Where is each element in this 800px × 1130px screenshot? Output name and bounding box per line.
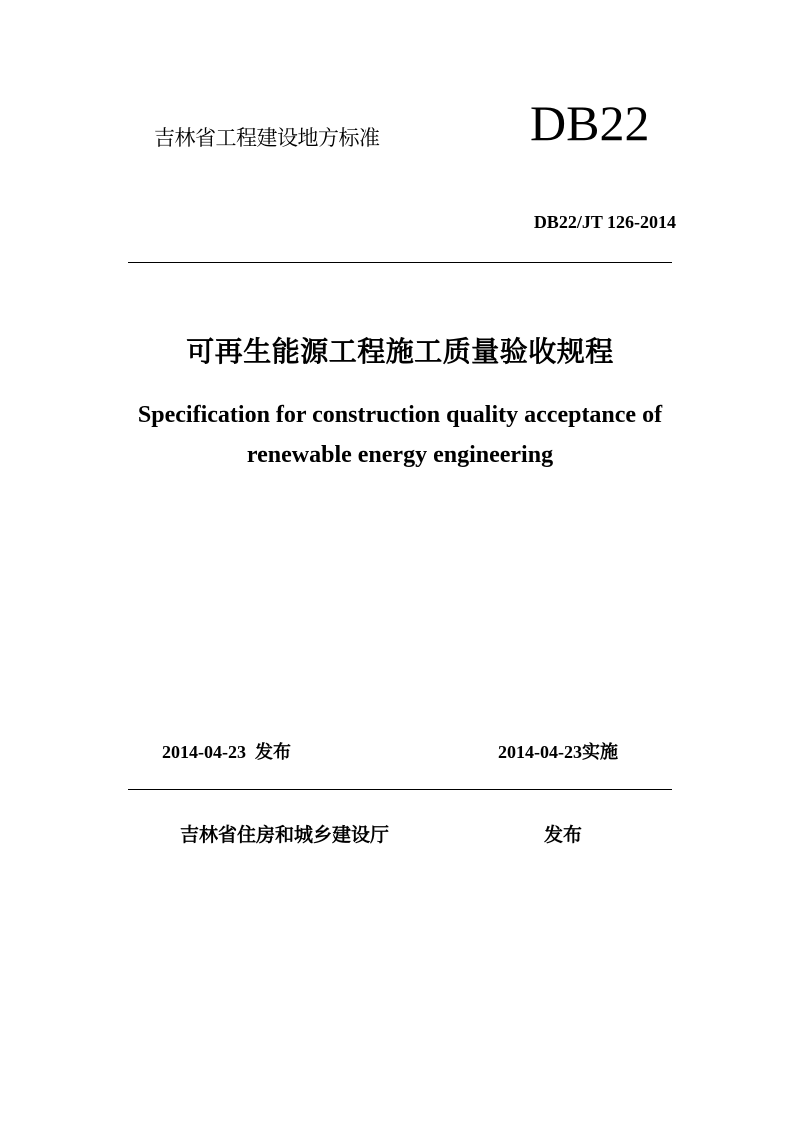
standard-number: DB22/JT 126-2014 <box>533 212 676 232</box>
top-divider <box>128 262 672 263</box>
bottom-divider <box>128 789 672 790</box>
implement-date-block <box>498 738 618 764</box>
publish-date-block <box>162 738 291 764</box>
issuing-organization: 吉林省住房和城乡建设厅 <box>180 824 390 846</box>
issuer-action: 发布 <box>544 824 583 846</box>
implement-label: 实施 <box>582 742 618 763</box>
standard-code: DB22 <box>530 95 650 151</box>
title-chinese: 可再生能源工程施工质量验收规程 <box>186 335 614 368</box>
publish-label: 发布 <box>255 742 291 763</box>
title-english-line-2: renewable energy engineering <box>246 442 554 468</box>
standard-type: 吉林省工程建设地方标准 <box>154 126 380 150</box>
title-english-line-1: Specification for construction quality acceptance of <box>137 402 663 428</box>
implement-date: 2014-04-23 <box>498 742 582 762</box>
publish-date: 2014-04-23 <box>162 742 246 762</box>
